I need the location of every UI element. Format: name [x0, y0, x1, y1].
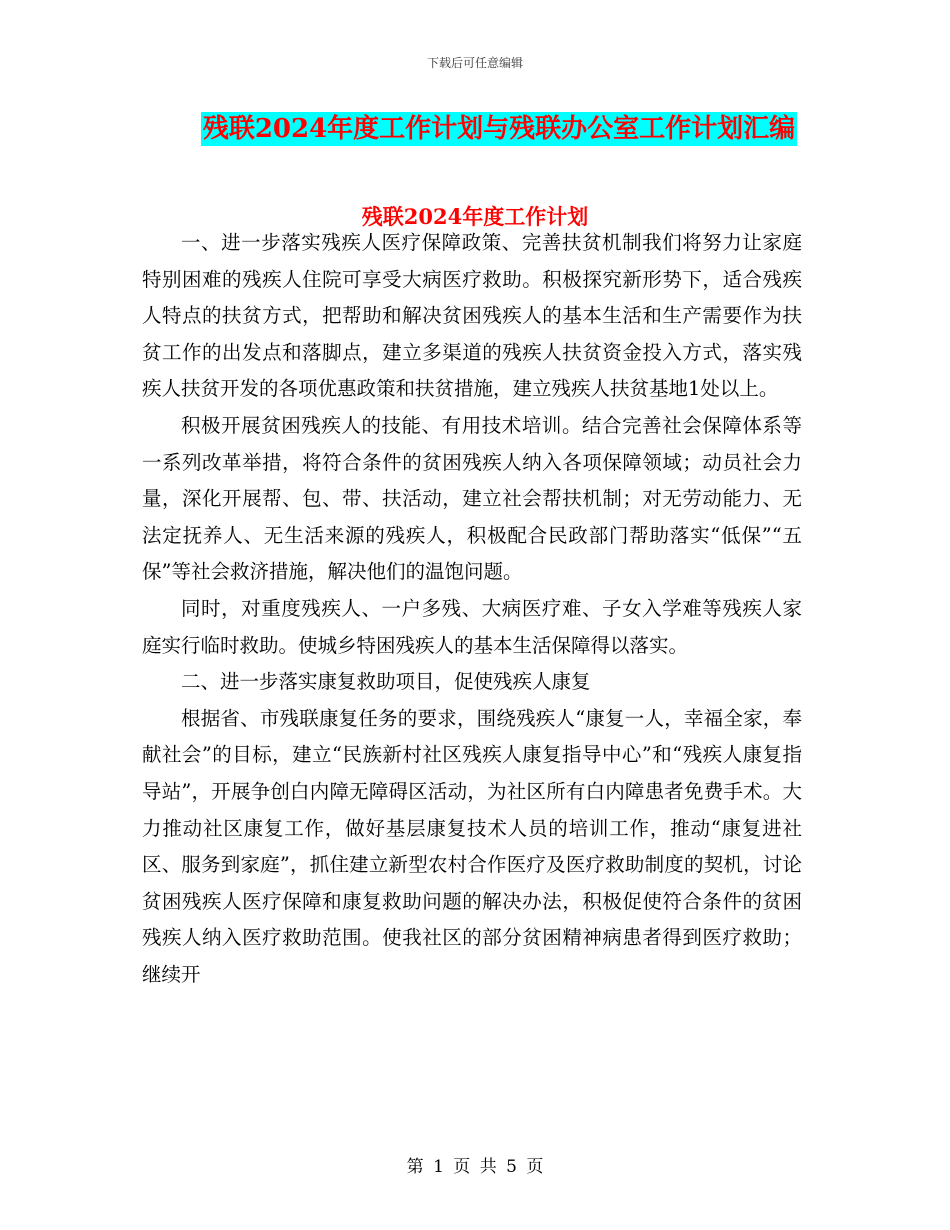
- page-number-footer: 第 1 页 共 5 页: [406, 1157, 544, 1177]
- paragraph-5: 根据省、市残联康复任务的要求，围绕残疾人“康复一人，幸福全家，奉献社会”的目标，建立“民族新村社区残疾人康复指导中心”和“残疾人康复指导站”，开展争创白内障无障碍区活动，为社区所有白内障患者免费手术。大力推动社区康复工作，做好基层康复技术人员的培训工作，推动“康复进社区、服务到家庭”，抓住建立新型农村合作医疗及医疗救助制度的契机，讨论贫困残疾人医疗保障和康复救助问题的解决办法，积极促使符合条件的贫困残疾人纳入医疗救助范围。使我社区的部分贫困精神病患者得到医疗救助；继续开: [142, 706, 802, 986]
- section-title: 残联2024年度工作计划: [361, 204, 589, 229]
- paragraph-4-heading: 二、进一步落实康复救助项目，促使残疾人康复: [181, 670, 591, 694]
- main-title-container: [0, 112, 950, 146]
- page-header-note: 下载后可任意编辑: [426, 56, 523, 70]
- paragraph-2: 积极开展贫困残疾人的技能、有用技术培训。结合完善社会保障体系等一系列改革举措，将符合条件的贫困残疾人纳入各项保障领域；动员社会力量，深化开展帮、包、带、扶活动，建立社会帮扶机制；对无劳动能力、无法定抚养人、无生活来源的残疾人，积极配合民政部门帮助落实“低保”“五保”等社会救济措施，解决他们的温饱问题。: [142, 413, 802, 584]
- document-title: 残联2024年度工作计划与残联办公室工作计划汇编: [202, 114, 796, 144]
- paragraph-3: 同时，对重度残疾人、一户多残、大病医疗难、子女入学难等残疾人家庭实行临时救助。使城乡特困残疾人的基本生活保障得以落实。: [142, 596, 802, 657]
- paragraph-1: 一、进一步落实残疾人医疗保障政策、完善扶贫机制我们将努力让家庭特别困难的残疾人住院可享受大病医疗救助。积极探究新形势下，适合残疾人特点的扶贫方式，把帮助和解决贫困残疾人的基本生活和生产需要作为扶贫工作的出发点和落脚点，建立多渠道的残疾人扶贫资金投入方式，落实残疾人扶贫开发的各项优惠政策和扶贫措施，建立残疾人扶贫基地1处以上。: [142, 231, 802, 401]
- document-body: [142, 225, 802, 993]
